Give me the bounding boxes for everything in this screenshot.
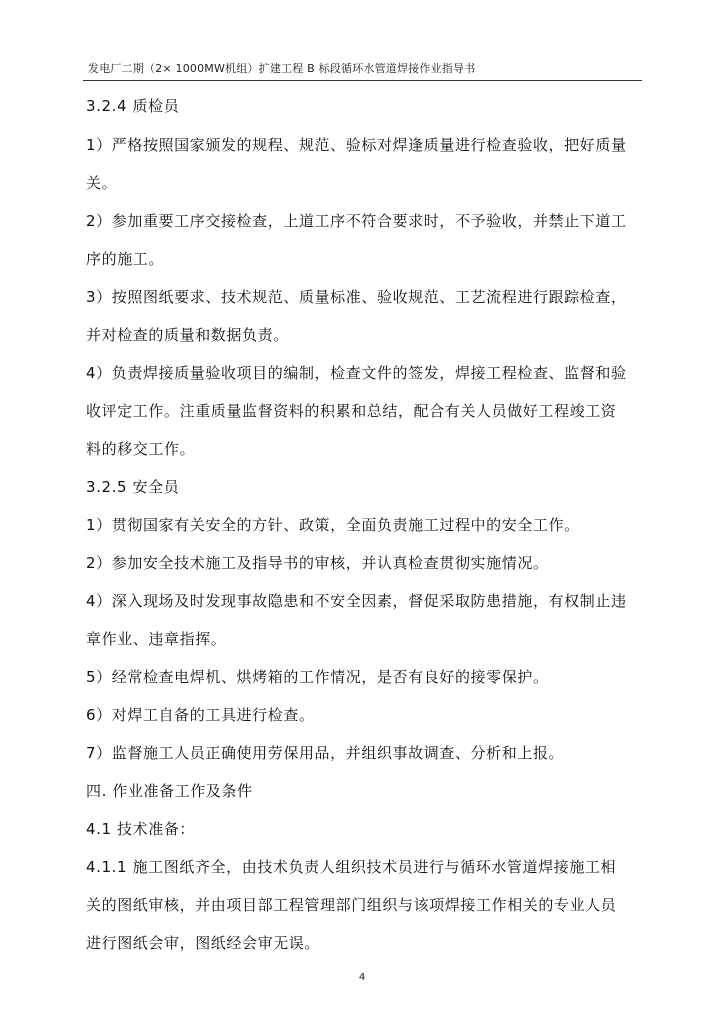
- paragraph-line: 章作业、违章指挥。: [86, 630, 227, 648]
- paragraph-line: 5）经常检查电焊机、烘烤箱的工作情况，是否有良好的接零保护。: [86, 668, 549, 686]
- paragraph-line: 1）严格按照国家颁发的规程、规范、验标对焊逢质量进行检查验收，把好质量: [86, 136, 627, 154]
- paragraph-line: 4）负责焊接质量验收项目的编制，检查文件的签发，焊接工程检查、监督和验: [86, 364, 627, 382]
- section-heading-3-2-5: 3.2.5 安全员: [86, 478, 180, 496]
- header-divider: [83, 80, 642, 81]
- paragraph-line: 序的施工。: [86, 250, 165, 268]
- paragraph-line: 关。: [86, 174, 118, 192]
- paragraph-line: 6）对焊工自备的工具进行检查。: [86, 706, 315, 724]
- paragraph-line: 收评定工作。注重质量监督资料的积累和总结，配合有关人员做好工程竣工资: [86, 402, 617, 420]
- paragraph-line: 4）深入现场及时发现事故隐患和不安全因素，督促采取防患措施，有权制止违: [86, 592, 627, 610]
- page-number: 4: [358, 972, 366, 983]
- paragraph-line: 2）参加重要工序交接检查，上道工序不符合要求时，不予验收，并禁止下道工: [86, 212, 627, 230]
- section-heading-3-2-4: 3.2.4 质检员: [86, 97, 180, 115]
- paragraph-line: 进行图纸会审，图纸经会审无误。: [86, 934, 321, 952]
- paragraph-line: 4.1.1 施工图纸齐全，由技术负责人组织技术员进行与循环水管道焊接施工相: [86, 858, 617, 876]
- paragraph-line: 7）监督施工人员正确使用劳保用品，并组织事故调查、分析和上报。: [86, 744, 565, 762]
- paragraph-line: 1）贯彻国家有关安全的方针、政策，全面负责施工过程中的安全工作。: [86, 516, 580, 534]
- section-heading-4: 四. 作业准备工作及条件: [86, 782, 253, 800]
- header-title: 发电厂二期（2× 1000MW机组）扩建工程 B 标段循环水管道焊接作业指导书: [88, 62, 476, 75]
- paragraph-line: 关的图纸审核，并由项目部工程管理部门组织与该项焊接工作相关的专业人员: [86, 896, 617, 914]
- paragraph-line: 3）按照图纸要求、技术规范、质量标准、验收规范、工艺流程进行跟踪检查，: [86, 288, 627, 306]
- paragraph-line: 料的移交工作。: [86, 440, 196, 458]
- paragraph-line: 2）参加安全技术施工及指导书的审核，并认真检查贯彻实施情况。: [86, 554, 549, 572]
- paragraph-line: 并对检查的质量和数据负责。: [86, 326, 289, 344]
- section-heading-4-1: 4.1 技术准备：: [86, 820, 196, 838]
